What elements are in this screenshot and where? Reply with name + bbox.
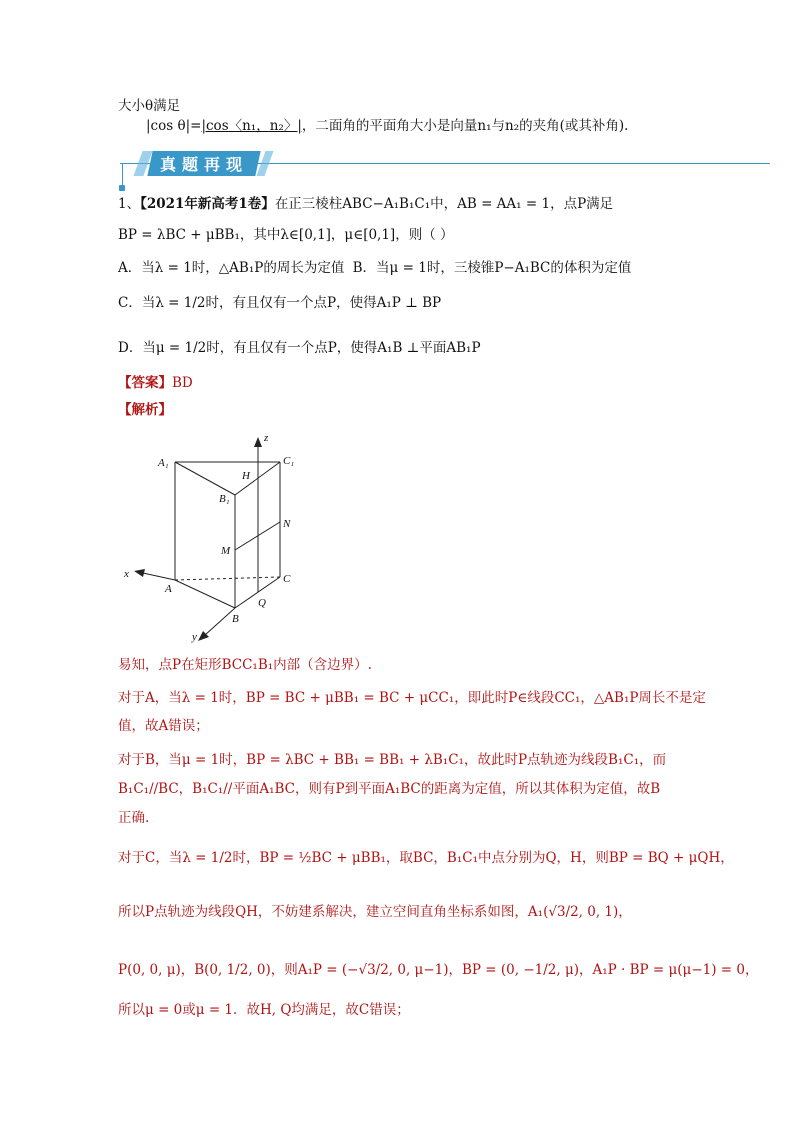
fig-label-c1: C₁ <box>283 455 295 467</box>
fig-label-n: N <box>283 518 291 530</box>
option-b-text: B．当μ = 1时，三棱锥P−A₁BC的体积为定值 <box>352 260 632 276</box>
answer-line <box>118 373 193 393</box>
option-a-text: A．当λ = 1时，△AB₁P的周长为定值 <box>118 260 345 276</box>
fig-label-a: A <box>165 583 172 595</box>
solution-line-8: 所以P点轨迹为线段QH，不妨建系解决，建立空间直角坐标系如图，A₁(√3/2, 0, 1)， <box>118 904 632 920</box>
solution-line-9: P(0, 0, μ)，B(0, 1/2, 0)，则A₁P = (−√3/2, 0, μ−1)，BP = (0, −1/2, μ)，A₁P · BP = μ(μ−1) = 0， <box>118 962 759 978</box>
analysis-label: 【解析】 <box>118 402 172 418</box>
banner-title: 真题再现 <box>160 155 249 174</box>
intro-cos-vectors: |cos〈n₁，n₂〉| <box>201 118 302 134</box>
option-d: D．当μ = 1/2时，有且仅有一个点P，使得A₁B ⊥平面AB₁P <box>118 340 481 356</box>
intro-line-2 <box>146 116 628 136</box>
intro-cos-abs: |cos θ|= <box>146 118 202 134</box>
fig-label-z: z <box>264 432 269 444</box>
fig-label-q: Q <box>258 597 266 609</box>
fig-label-h: H <box>242 470 250 482</box>
problem-source: 【2021年新高考1卷】 <box>140 196 275 212</box>
option-c: C．当λ = 1/2时，有且仅有一个点P，使得A₁P ⊥ BP <box>118 295 442 311</box>
banner-dot <box>119 185 125 191</box>
problem-stem-1 <box>118 194 613 214</box>
prism-figure <box>118 425 308 645</box>
solution-line-1: 易知，点P在矩形BCC₁B₁内部（含边界）. <box>118 657 372 673</box>
solution-line-3: 值，故A错误； <box>118 718 209 734</box>
intro-line-1: 大小θ满足 <box>118 98 181 114</box>
solution-line-4: 对于B，当μ = 1时，BP = λBC + BB₁ = BB₁ + λB₁C₁，故此时P点轨迹为线段B₁C₁，而 <box>118 752 667 768</box>
problem-stem-2: BP = λBC + μBB₁，其中λ∈[0,1]，μ∈[0,1]，则（ ） <box>118 227 454 243</box>
problem-number: 1、 <box>118 196 141 212</box>
section-banner <box>138 151 269 176</box>
fig-label-a1: A₁ <box>158 457 169 469</box>
fig-label-b1: B₁ <box>219 493 230 505</box>
solution-line-5: B₁C₁//BC，B₁C₁//平面A₁BC，则有P到平面A₁BC的距离为定值，所以其体积为定值，故B <box>118 781 661 797</box>
solution-line-6: 正确. <box>118 810 150 826</box>
answer-value: BD <box>172 375 193 391</box>
fig-label-y: y <box>192 631 197 643</box>
option-a <box>118 258 631 278</box>
solution-line-10: 所以μ = 0或μ = 1．故H, Q均满足，故C错误； <box>118 1002 410 1018</box>
solution-line-2: 对于A，当λ = 1时，BP = BC + μBB₁ = BC + μCC₁，即此时P∈线段CC₁，△AB₁P周长不是定 <box>118 690 706 706</box>
fig-label-m: M <box>221 545 231 557</box>
fig-label-c: C <box>283 573 291 585</box>
fig-label-b: B <box>232 613 239 625</box>
answer-label: 【答案】 <box>118 375 172 391</box>
fig-label-x: x <box>124 568 129 580</box>
intro-conclusion: ，二面角的平面角大小是向量n₁与n₂的夹角(或其补角). <box>301 118 629 134</box>
problem-stem-text: 在正三棱柱ABC−A₁B₁C₁中，AB = AA₁ = 1，点P满足 <box>274 196 614 212</box>
banner-box <box>147 151 260 176</box>
solution-line-7: 对于C，当λ = 1/2时，BP = ½BC + μBB₁，取BC，B₁C₁中点分别为Q，H，则BP = BQ + μQH， <box>118 850 734 866</box>
